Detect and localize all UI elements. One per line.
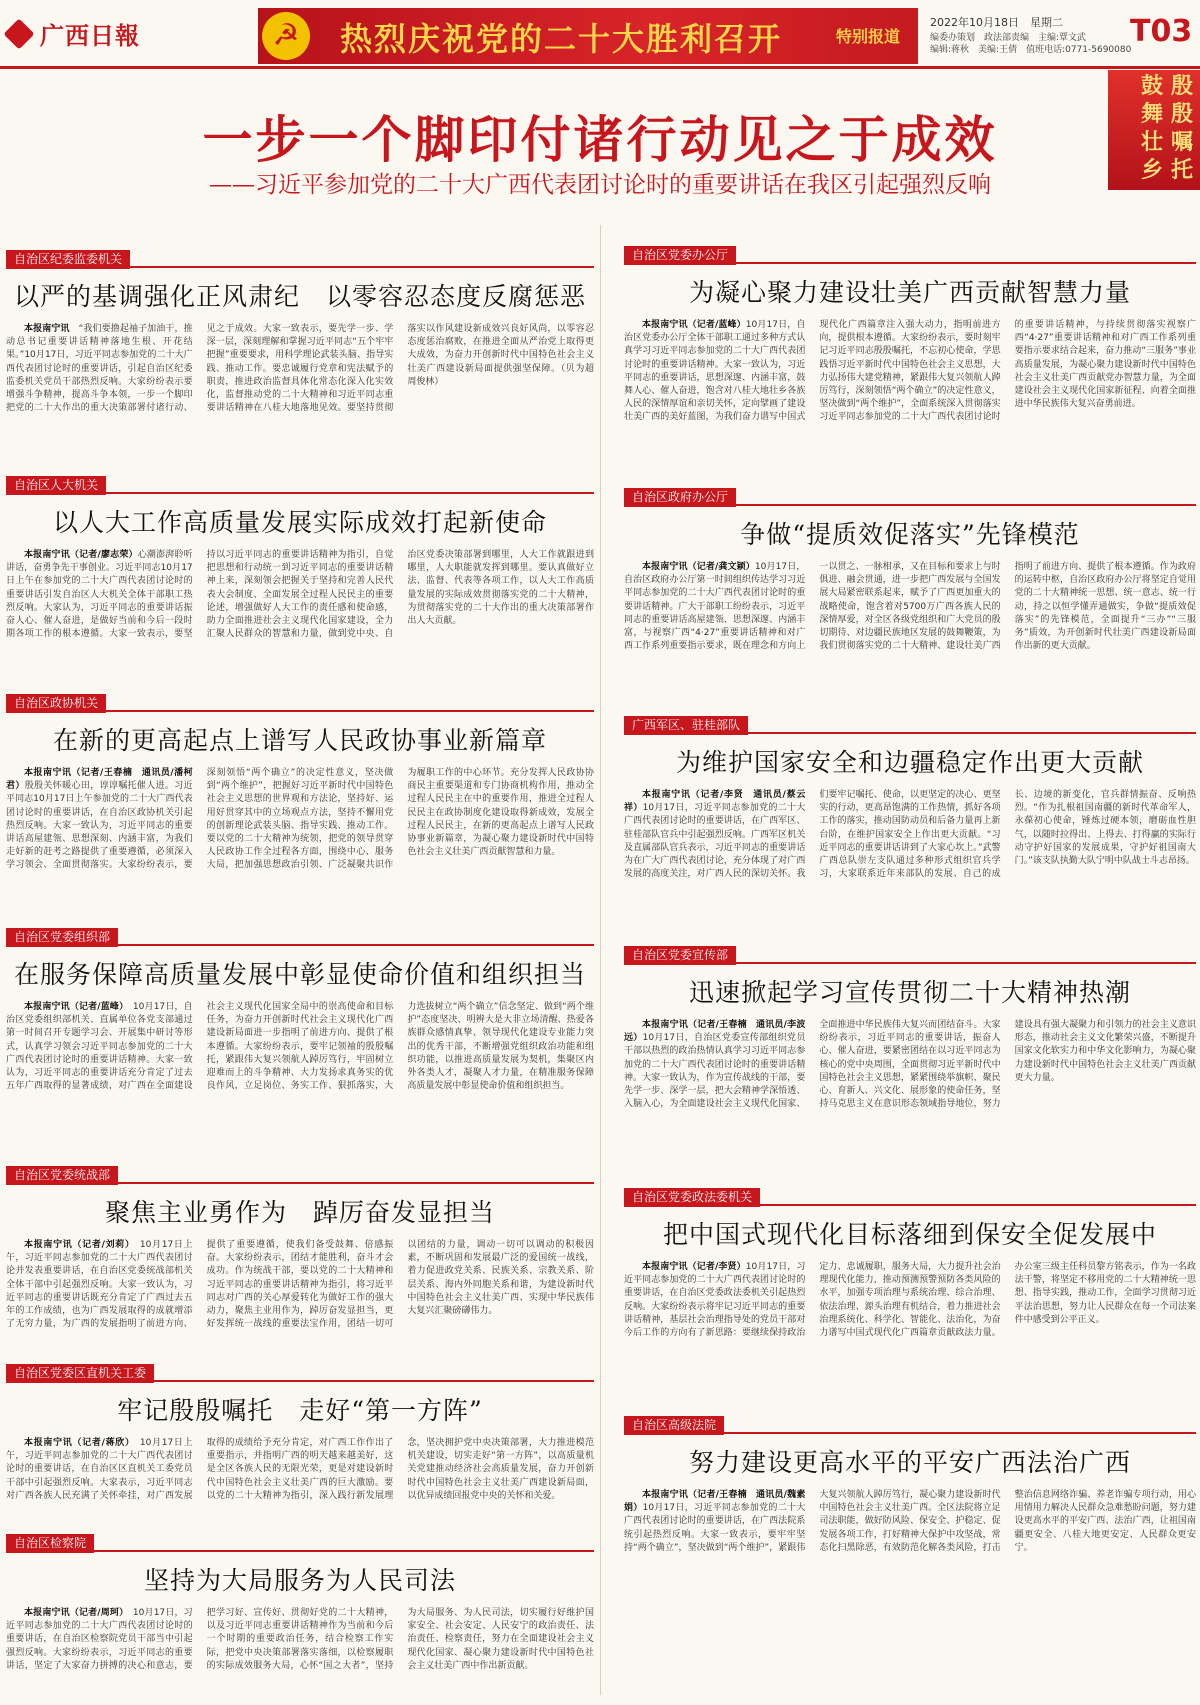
- slogan-line-2: 鼓舞壮乡: [1140, 73, 1163, 183]
- article[interactable]: [624, 944, 1196, 1162]
- article[interactable]: [624, 1414, 1196, 1596]
- banner-tag: 特别报道: [836, 27, 901, 46]
- page-number: T03: [1130, 14, 1193, 49]
- article-body: 本报南宁讯（记者/王春楠 通讯员/潘柯君）殷殷关怀暖心田，谆谆嘱托催人进。习近平同志10月17日上午参加党的二十大广西代表团讨论时的重要讲话，在自治区政协机关引起热烈反响。大家一致认为，习近平同志的重要讲话高屋建瓴、思想深刻、内涵丰富，为我们走好新的赶考之路提供了重要遵循，必须深入学习领会、全面贯彻落实。大家纷纷表示，要深刻领悟“两个确立”的决定性意义，坚决做到“两个维护”，把握好习近平新时代中国特色社会主义思想的世界观和方法论，坚持好、运用好贯穿其中的立场观点方法，坚持不懈用党的创新理论武装头脑、指导实践、推动工作。要以党的二十大精神为统领，把党的领导贯穿人民政协工作全过程各方面，围绕中心、服务大局，把加强思想政治引领、广泛凝聚共识作为履职工作的中心环节。充分发挥人民政协协商民主重要渠道和专门协商机构作用，推动全过程人民民主在中的重要作用，推进全过程人民民主在政协制度化建设取得新成效，发展全过程人民民主，在新的更高起点上谱写人民政协事业新篇章，为凝心聚力建设新时代中国特色社会主义壮美广西贡献智慧和力量。: [6, 768, 594, 871]
- article-body: 本报南宁讯（记者/王春楠 通讯员/李波远）10月17日，自治区党委宣传部组织党员干部以热烈的政治热情认真学习习近平同志参加党的二十大广西代表团讨论时的重要讲话精神。大家一致认为，作为宣传战线的干部，要先学一步、深学一层，把大会精神学深悟透、入脑入心，为全面建设社会主义现代化国家、全面推进中华民族伟大复兴而团结奋斗。大家纷纷表示，习近平同志的重要讲话，振奋人心、催人奋进，要紧密团结在以习近平同志为核心的党中央周围，全面贯彻习近平新时代中国特色社会主义思想，紧紧围绕举旗帜、聚民心、育新人、兴文化、展形象的使命任务，坚持马克思主义在意识形态领域指导地位，努力建设具有强大凝聚力和引领力的社会主义意识形态，推动社会主义文化繁荣兴盛，不断提升国家文化软实力和中华文化影响力，为凝心聚力建设新时代中国特色社会主义壮美广西贡献更大力量。: [624, 1020, 1196, 1110]
- article-body: 本报南宁讯（记者/刘莉） 10月17日上午，习近平同志参加党的二十大广西代表团讨论并发表重要讲话，在自治区党委统战部机关全体干部中引起强烈反响。大家一致认为，习近平同志的重要讲话既充分肯定了广西过去五年的工作成绩，也为广西发展取得的成就增添了无穷力量，为广西的发展指明了前进方向、提供了重要遵循，使我们备受鼓舞、倍感振奋。大家纷纷表示，团结才能胜利，奋斗才会成功。作为统战干部，要以党的二十大精神和习近平同志的重要讲话精神为指引，将习近平同志对广西的关心厚爱转化为做好工作的强大动力，聚焦主业用作为，踔厉奋发显担当，更好发挥统一战线的重要法宝作用，团结一切可以团结的力量，调动一切可以调动的积极因素，不断巩固和发展最广泛的爱国统一战线，着力促进政党关系、民族关系、宗教关系、阶层关系、海内外同胞关系和谐，为建设新时代中国特色社会主义壮美广西、实现中华民族伟大复兴汇聚磅礴伟力。: [6, 1240, 594, 1330]
- article-body: 本报南宁讯 “我们要撸起袖子加油干，推动总书记重要讲话精神落地生根、开花结果。”10月17日，习近平同志参加党的二十大广西代表团讨论时的重要讲话，引起自治区纪委监委机关党员干部热烈反响。大家纷纷表示要增强斗争精神，提高斗争本领，一步一个脚印把党的二十大作出的重大决策部署付诸行动、见之于成效。大家一致表示，要先学一步、学深一层，深刻理解和掌握习近平同志“五个牢牢把握”重要要求，用科学理论武装头脑、指导实践、推动工作。要忠诚履行党章和宪法赋予的职责，推进政治监督具体化常态化深入化实效化，监督推动党的二十大精神和习近平同志重要讲话精神在八桂大地落地见效。要坚持贯彻落实以作风建设新成效兴良好风尚，以零容忍态度惩治腐败，在推进全面从严治党上取得更大成效，为奋力开创新时代中国特色社会主义壮美广西建设新局面提供强坚保障。（贝为超 周俊林）: [6, 324, 603, 414]
- article[interactable]: [6, 926, 594, 1146]
- masthead-divider: [0, 66, 1200, 69]
- staff-line: 编辑:蒋秋 美编:王倩 值班电话:0771-5690080: [930, 45, 1132, 55]
- article[interactable]: [6, 248, 603, 444]
- column-divider: [600, 225, 601, 1695]
- article-body: 本报南宁讯（记者/蓝峰） 10月17日，自治区党委组织部机关、直属单位各党支部通过第一时间召开专题学习会、开展集中研讨等形式，认真学习领会习近平同志参加党的二十大广西代表团讨论时的重要讲话精神。大家一致认为，习近平同志的重要讲话充分肯定了过去五年广西取得的显著成绩，对广西在全面建设社会主义现代化国家全局中的崇高使命和目标任务，为奋力开创新时代社会主义现代化广西建设新局面进一步指明了前进方向、提供了根本遵循。大家纷纷表示，要牢记领袖的殷殷嘱托，紧跟伟大复兴领航人踔厉笃行，牢固树立迎难而上的斗争精神、大力发扬求真务实的优良作风，立足岗位、务实工作、狠抓落实，大力选拔树立“两个确立”信念坚定、做到“两个维护”态度坚决、明辨大是大非立场清醒、热爱各族群众感情真挚、领导现代化建设专业能力突出的优秀干部，不断增强党组织政治功能和组织功能，以推进高质量发展为契机，集聚区内外各类人才，凝聚人才力量，在精准服务保障高质量发展中彰显使命价值和组织担当。: [6, 1002, 594, 1092]
- article-title: 牢记殷殷嘱托 走好“第一方阵”: [117, 1396, 483, 1425]
- article-body: 本报南宁讯（记者/蓝峰）10月17日，自治区党委办公厅全体干部职工通过多种方式认真学习习近平同志参加党的二十大广西代表团讨论时的重要讲话精神。大家一致认为，习近平同志的重要讲话，思想深邃、内涵丰富，鼓舞人心、催人奋进，饱含对八桂大地壮乡各族人民的深情厚谊和亲切关怀，定向擘画了建设壮美广西的美好蓝图，为我们奋力谱写中国式现代化广西篇章注入强大动力，指明前进方向，提供根本遵循。大家纷纷表示，要时刻牢记习近平同志殷殷嘱托，不忘初心使命，学思践悟习近平新时代中国特色社会主义思想，大力弘扬伟大建党精神，紧跟伟大复兴领航人踔厉笃行，深刻领悟“两个确立”的决定性意义，坚决做到“两个维护”，全面系统深入贯彻落实习近平同志参加党的二十大广西代表团讨论时的重要讲话精神，与持续贯彻落实视察广西“4·27”重要讲话精神和对广西工作系列重要指示要求结合起来，奋力推动“三服务”事业高质量发展，为凝心聚力建设新时代中国特色社会主义壮美广西贡献党办智慧力量，为全面建设社会主义现代化国家新征程、向着全面推进中华民族伟大复兴奋勇前进。: [624, 320, 1196, 423]
- article[interactable]: [624, 244, 1196, 462]
- logo-text: 广西日報: [40, 21, 140, 50]
- section-label: 自治区高级法院: [624, 1416, 724, 1435]
- article-body: 本报南宁讯（记者/李贤）10月17日，习近平同志参加党的二十大广西代表团讨论时的重要讲话，在自治区党委政法委机关引起热烈反响。大家纷纷表示将牢记习近平同志的重要讲话精神，基层社会治理指导处的党员干部对今后工作的方向有了新思路：要继续保持政治定力、忠诚履职，服务大局，大力提升社会治理现代化能力，推动预测预警预防各类风险的水平，加强专项治理与系统治理、综合治理、依法治理、源头治理有机结合，着力推进社会治理系统化、科学化、智能化、法治化，为奋力谱写中国式现代化广西篇章贡献政法力量。办公室三级主任科员黎方铭表示，作为一名政法干警，将坚定不移用党的二十大精神统一思想、指导实践，推动工作，全面学习贯彻习近平法治思想，努力让人民群众在每一个司法案件中感受到公平正义。: [624, 1262, 1196, 1339]
- article-body: 本报南宁讯（记者/龚文颖）10月17日，自治区政府办公厅第一时间组织传达学习习近平同志参加党的二十大广西代表团讨论时的重要讲话精神。广大干部职工纷纷表示，习近平同志的重要讲话高屋建瓴、思想深邃、内涵丰富，与视察广西“4·27”重要讲话精神和对广西工作系列重要指示要求，既在理念和方向上一以贯之、一脉相承，又在目标和要求上与时俱进、融会贯通，进一步把广西发展与全国发展大局紧密联系起来，赋予了广西更加重大的战略使命，饱含着对5700万广西各族人民的深情厚爱，对全区各级党组织和广大党员的殷切期待、对边疆民族地区发展的鼓舞鞭策，为我们贯彻落实党的二十大精神、建设壮美广西指明了前进方向、提供了根本遵循。作为政府的运转中枢，自治区政府办公厅将坚定自觉用党的二十大精神统一思想、统一意志、统一行动，持之以恒学懂弄通做实，争做“提质效促落实”的先锋模范，全面提升“三办”“三服务”质效，为开创新时代壮美广西建设新局面作出新的更大贡献。: [624, 562, 1196, 652]
- article-title: 为凝心聚力建设壮美广西贡献智慧力量: [688, 278, 1131, 307]
- section-label: 自治区党委区直机关工委: [6, 1364, 154, 1383]
- article[interactable]: [6, 1532, 594, 1694]
- section-label: 自治区政协机关: [6, 694, 106, 713]
- slogan-line-1: 殷殷嘱托: [1170, 73, 1193, 183]
- article-title: 在服务保障高质量发展中彰显使命价值和组织担当: [13, 960, 586, 989]
- staff-line: 编委办策划 政法部责编 主编:覃文武: [930, 33, 1087, 43]
- article-title: 努力建设更高水平的平安广西法治广西: [688, 1448, 1131, 1477]
- article-title: 以严的基调强化正风肃纪 以零容忍态度反腐惩恶: [13, 282, 586, 311]
- article[interactable]: [624, 1186, 1196, 1386]
- section-label: 自治区党委宣传部: [624, 946, 736, 965]
- article-title: 为维护国家安全和边疆稳定作出更大贡献: [675, 748, 1144, 777]
- article-body: 本报南宁讯（记者/王春楠 通讯员/魏素娟）10月17日，习近平同志参加党的二十大广西代表团讨论时的重要讲话，在广西法院系统引起热烈反响。大家一致表示，要牢牢坚持“两个确立”，坚决做到“两个维护”，紧跟伟大复兴领航人踔厉笃行，凝心聚力建设新时代中国特色社会主义壮美广西。全区法院将立足司法职能，做好防风险、保安全、护稳定、促发展各项工作，打好精神大保护中攻坚战，常态化扫黑除恶，有效防范化解各类风险，打击整治信息网络诈骗、养老诈骗专项行动，用心用情用力解决人民群众急难愁盼问题，努力建设更高水平的平安广西、法治广西，让祖国南疆更安全、八桂大地更安定、人民群众更安宁。: [624, 1490, 1196, 1553]
- article[interactable]: [6, 1164, 594, 1354]
- article-title: 在新的更高起点上谱写人民政协事业新篇章: [52, 726, 547, 755]
- sub-headline: ——习近平参加党的二十大广西代表团讨论时的重要讲话在我区引起强烈反响: [209, 172, 991, 198]
- article-body: 本报南宁讯（记者/蒋欣） 10月17日上午，习近平同志参加党的二十大广西代表团讨论时的重要讲话，在自治区区直机关工委党员干部中引起强烈反响。大家表示，习近平同志对广西各族人民充满了关怀牵挂，对广西发展取得的成绩给予充分肯定，对广西工作作出了重要指示，并指明广西的明天越来越美好，这是全区各族人民的无限光荣，更是对建设新时代中国特色社会主义壮美广西的巨大激励。要以党的二十大精神为指引，深入践行新发展理念，坚决拥护党中央决策部署，大力推进模范机关建设，切实走好“第一方阵”，以高质量机关党建推动经济社会高质量发展，奋力开创新时代中国特色社会主义壮美广西建设新局面，以优异成绩回报党中央的关怀和关爱。: [6, 1438, 594, 1501]
- article[interactable]: [6, 692, 594, 902]
- article-body: 本报南宁讯（记者/廖志荣）心潮澎湃聆听讲话，奋勇争先干事创业。习近平同志10月17日上午在参加党的二十大广西代表团讨论时的重要讲话引发自治区人大机关全体干部职工热烈反响。大家认为，习近平同志的重要讲话振奋人心、催人奋进，是做好当前和今后一段时期各项工作的根本遵循。大家一致表示，要坚持以习近平同志的重要讲话精神为指引，自觉把思想和行动统一到习近平同志的重要讲话精神上来，深刻领会把握关于坚持和完善人民代表大会制度、全面发展全过程人民民主的重要论述，增强做好人大工作的责任感和使命感，助力全面推进社会主义现代化国家建设，全力汇聚人民群众的智慧和力量，做到党中央、自治区党委决策部署到哪里，人大工作就跟进到哪里，人大职能就发挥到哪里。要认真做好立法、监督、代表等各项工作，以人大工作高质量发展的实际成效贯彻落实党的二十大精神，为贯彻落实党的二十大作出的重大决策部署作出人大贡献。: [6, 550, 594, 640]
- dateline: 2022年10月18日 星期二: [930, 16, 1063, 29]
- section-label: 自治区人大机关: [6, 476, 106, 495]
- article-title: 聚焦主业勇作为 踔厉奋发显担当: [104, 1198, 495, 1227]
- party-emblem-icon: ☭: [262, 12, 310, 60]
- article[interactable]: [624, 714, 1196, 932]
- section-label: 自治区党委办公厅: [624, 246, 736, 265]
- article-title: 迅速掀起学习宣传贯彻二十大精神热潮: [688, 978, 1131, 1007]
- article-body: 本报南宁讯（记者/李贤 通讯员/蔡云祥）10月17日，习近平同志参加党的二十大广西代表团讨论时的重要讲话，在广西军区、驻桂部队官兵中引起强烈反响。广西军区机关及直属部队官兵表示，习近平同志的重要讲话为在广大广西代表团讨论，充分体现了对广西发展的高度关注，对广西人民的深切关怀。我们要牢记嘱托、使命，以更坚定的决心、更坚实的行动，更高昂饱满的工作热情，抓好各项工作的落实，推动国防动员和后备力量再上新台阶，在维护国家安全上作出更大贡献。“习近平同志的重要讲话讲到了大家心坎上。”武警广西总队崇左支队通过多种形式组织官兵学习，大家联系近年来部队的发展、自己的成长、边境的新变化，官兵群情振奋、反响热烈。“作为扎根祖国南疆的新时代革命军人，永葆初心使命，锤炼过硬本领，磨砺血性胆气，以随时拉得出、上得去、打得赢的实际行动守护好国家的发展成果，守护好祖国南大门。”该支队执勤大队宁明中队战士斗志昂扬。: [624, 790, 1196, 880]
- article-title: 坚持为大局服务为人民司法: [143, 1566, 456, 1595]
- section-label: 自治区纪委监委机关: [6, 250, 130, 269]
- article-title: 争做“提质效促落实”先锋模范: [740, 520, 1080, 549]
- article-title: 以人大工作高质量发展实际成效打起新使命: [52, 508, 547, 537]
- banner-title: 热烈庆祝党的二十大胜利召开: [340, 20, 783, 58]
- article[interactable]: [6, 1362, 594, 1522]
- article[interactable]: [6, 474, 594, 670]
- section-label: 自治区检察院: [6, 1534, 94, 1553]
- article-body: 本报南宁讯（记者/周珂） 10月17日，习近平同志参加党的二十大广西代表团讨论时的重要讲话，在自治区检察院党员干部当中引起强烈反响。大家纷纷表示，习近平同志的重要讲话，坚定了大家奋力拼搏的决心和意志，要把学习好、宣传好、贯彻好党的二十大精神，以及习近平同志重要讲话精神作为当前和今后一个时期的重要政治任务，结合检察工作实际，把党中央决策部署落实落细，以检察履职的实际成效服务大局，心怀“国之大者”，坚持为大局服务、为人民司法，切实履行好维护国家安全、社会安定、人民安宁的政治责任、法治责任、检察责任，努力在全面建设社会主义现代化国家、凝心聚力建设新时代中国特色社会主义壮美广西中作出新贡献。: [6, 1608, 594, 1671]
- section-label: 自治区党委政法委机关: [624, 1188, 760, 1207]
- section-label: 自治区政府办公厅: [624, 488, 736, 507]
- section-label: 自治区党委统战部: [6, 1166, 118, 1185]
- section-label: 广西军区、驻桂部队: [624, 716, 748, 735]
- article-title: 把中国式现代化目标落细到保安全促发展中: [662, 1220, 1157, 1249]
- main-headline: 一步一个脚印付诸行动见之于成效: [202, 111, 998, 169]
- article[interactable]: [624, 486, 1196, 696]
- section-label: 自治区党委组织部: [6, 928, 118, 947]
- logo-mark-icon: [3, 18, 34, 49]
- newspaper-logo[interactable]: [8, 16, 140, 51]
